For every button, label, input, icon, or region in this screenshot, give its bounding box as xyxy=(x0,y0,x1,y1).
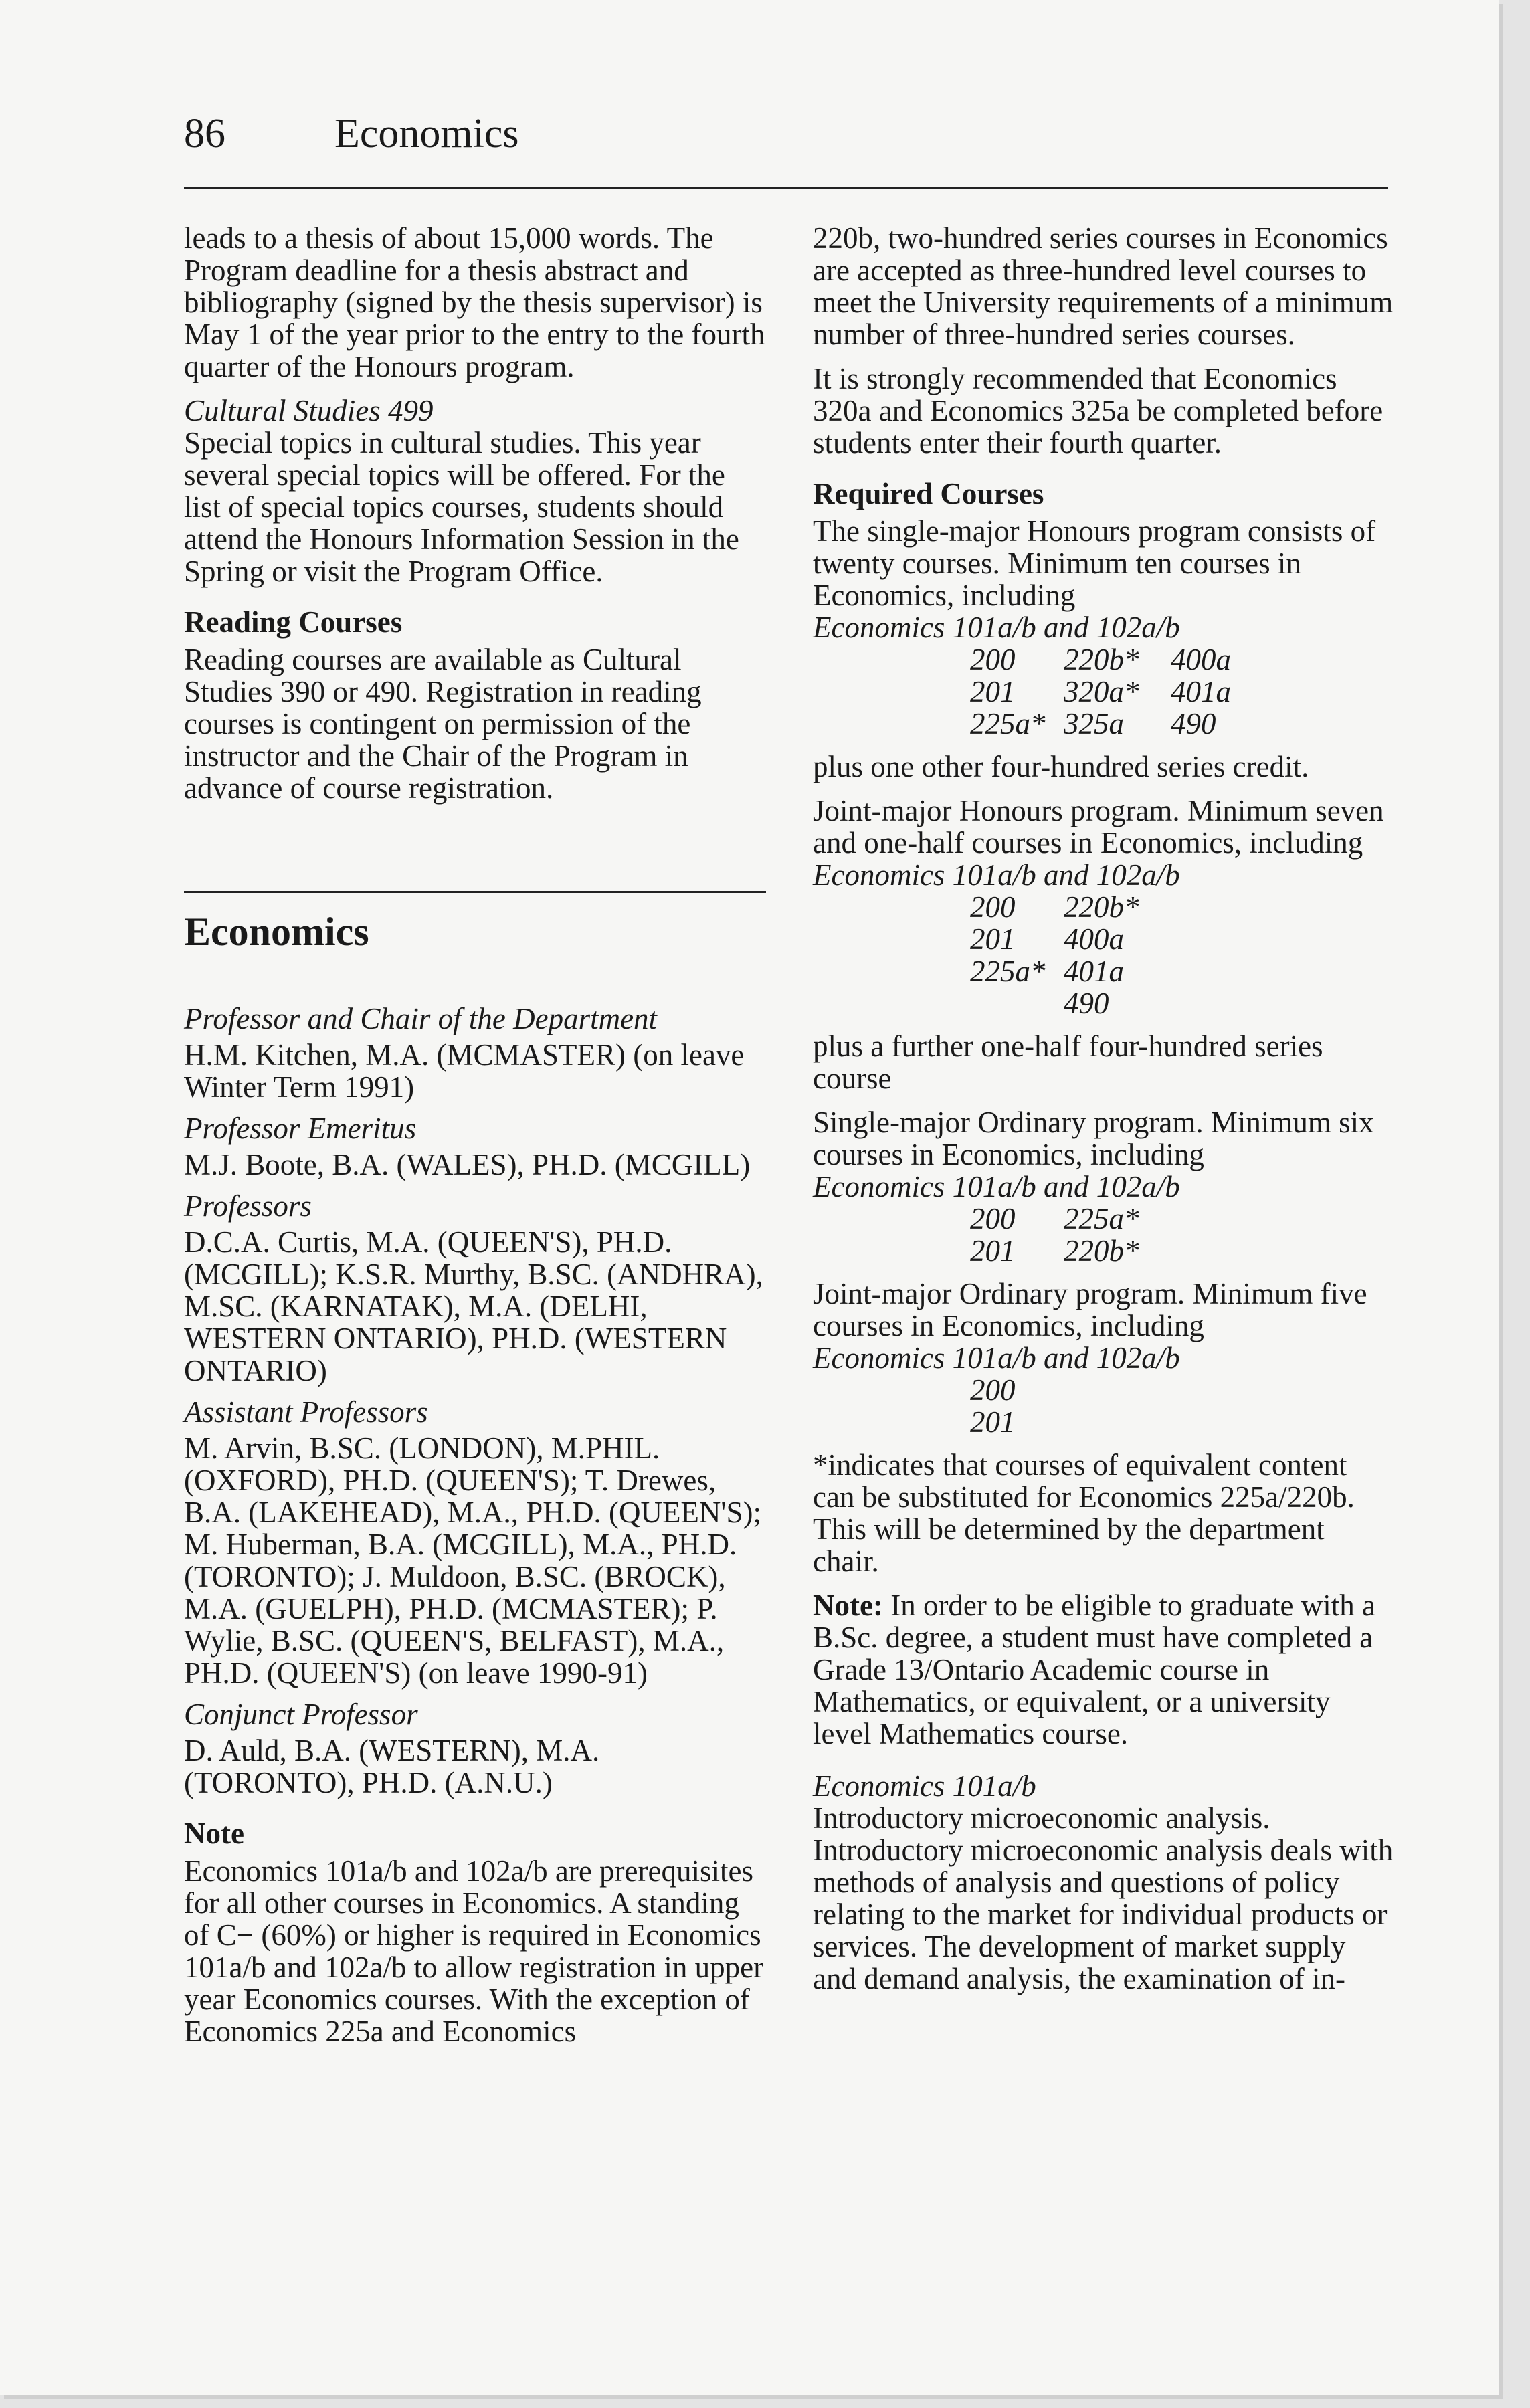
faculty-members: H.M. Kitchen, M.A. (MCMASTER) (on leave Winter Term 1991) xyxy=(184,1038,745,1104)
reading-courses-text: Reading courses are available as Cultural Studies 390 or 490. Registration in reading courses is contingent on permission of the instructor and the Chair of the Program in advance of course registration. xyxy=(184,643,702,805)
faculty-role: Professor Emeritus xyxy=(184,1112,417,1145)
course-code: 225a* xyxy=(970,707,1046,740)
course-code: 401a xyxy=(1171,675,1231,708)
two-hundred-paragraph: 220b, two-hundred series courses in Economics are accepted as three-hundred level courses to meet the University requirements of a minimum number of three-hundred series courses. xyxy=(813,221,1394,351)
faculty-role: Assistant Professors xyxy=(184,1395,428,1429)
course-table xyxy=(813,1203,1395,1267)
left-column xyxy=(184,222,766,2060)
course-code: 201 xyxy=(970,675,1016,708)
course-row xyxy=(813,891,1395,923)
thesis-paragraph: leads to a thesis of about 15,000 words. The Program deadline for a thesis abstract and bibliography (signed by the thesis supervisor) is May 1 of the year prior to the entry to the fourth quarter of the Honours program. xyxy=(184,221,765,383)
program-lead-courses: Economics 101a/b and 102a/b xyxy=(813,1170,1180,1203)
course-code: 220b* xyxy=(1064,890,1139,924)
course-row xyxy=(813,1406,1395,1438)
econ101-title: Economics 101a/b xyxy=(813,1769,1036,1803)
course-code: 320a* xyxy=(1064,675,1139,708)
cs499-title: Cultural Studies 499 xyxy=(184,394,434,427)
course-code xyxy=(970,987,1064,1019)
right-column xyxy=(813,222,1395,2007)
course-row xyxy=(813,923,1395,955)
course-code: 201 xyxy=(970,1234,1016,1268)
course-row xyxy=(813,987,1395,1019)
course-code: 400a xyxy=(1171,643,1231,676)
section-title: Economics xyxy=(184,910,369,954)
program-intro: Single-major Ordinary program. Minimum six courses in Economics, including xyxy=(813,1106,1374,1171)
course-row xyxy=(813,1235,1395,1267)
course-table xyxy=(813,1374,1395,1438)
course-code: 220b* xyxy=(1064,1234,1139,1268)
course-row xyxy=(813,708,1395,740)
course-table xyxy=(813,891,1395,1019)
bsc-note xyxy=(813,1589,1395,1750)
page-number: 86 xyxy=(184,111,225,157)
program-after: plus a further one-half four-hundred series course xyxy=(813,1029,1323,1095)
course-code: 200 xyxy=(970,890,1016,924)
program-lead-courses: Economics 101a/b and 102a/b xyxy=(813,1341,1180,1375)
program-intro: The single-major Honours program consists of twenty courses. Minimum ten courses in Economics, including xyxy=(813,514,1376,612)
course-code: 400a xyxy=(1064,922,1124,956)
cs499-description: Special topics in cultural studies. This year several special topics will be offered. For the list of special topics courses, students should attend the Honours Information Session in the Spring or visit the Program Office. xyxy=(184,426,739,588)
faculty-members: M.J. Boote, B.A. (WALES), PH.D. (MCGILL) xyxy=(184,1148,751,1181)
program-lead-courses: Economics 101a/b and 102a/b xyxy=(813,611,1180,644)
course-code: 401a xyxy=(1064,955,1124,988)
program-intro: Joint-major Honours program. Minimum seven and one-half courses in Economics, including xyxy=(813,794,1384,860)
asterisk-note: *indicates that courses of equivalent content can be substituted for Economics 225a/220b. This will be determined by the department chair. xyxy=(813,1448,1355,1578)
required-courses-heading: Required Courses xyxy=(813,477,1044,510)
econ101-description: Introductory microeconomic analysis. Introductory microeconomic analysis deals with methods of analysis and questions of policy relating to the market for individual products or services. The development of market supply and demand analysis, the examination of in- xyxy=(813,1801,1394,1995)
course-code: 201 xyxy=(970,1405,1016,1439)
faculty-role: Conjunct Professor xyxy=(184,1698,418,1731)
course-code: 200 xyxy=(970,1202,1016,1235)
bsc-note-label: Note: xyxy=(813,1589,883,1622)
header-rule xyxy=(184,187,1388,189)
program-after: plus one other four-hundred series credit. xyxy=(813,750,1309,783)
bsc-note-text: In order to be eligible to graduate with a B.Sc. degree, a student must have completed a Grade 13/Ontario Academic course in Mathematics, or equivalent, or a university level Mathematics course. xyxy=(813,1589,1375,1750)
course-code: 200 xyxy=(970,643,1016,676)
faculty-members: D.C.A. Curtis, M.A. (QUEEN'S), PH.D. (MCGILL); K.S.R. Murthy, B.SC. (ANDHRA), M.SC. (KARNATAK), M.A. (DELHI, WESTERN ONTARIO), PH.D. (WESTERN ONTARIO) xyxy=(184,1225,763,1387)
running-head-title: Economics xyxy=(334,111,519,157)
program-intro: Joint-major Ordinary program. Minimum five courses in Economics, including xyxy=(813,1277,1367,1342)
course-row xyxy=(813,1374,1395,1406)
course-table xyxy=(813,643,1395,740)
faculty-role: Professor and Chair of the Department xyxy=(184,1002,658,1035)
course-row xyxy=(813,676,1395,708)
course-code: 225a* xyxy=(970,955,1046,988)
faculty-members: D. Auld, B.A. (WESTERN), M.A. (TORONTO), PH.D. (A.N.U.) xyxy=(184,1734,600,1799)
course-row xyxy=(813,1203,1395,1235)
program-lead-courses: Economics 101a/b and 102a/b xyxy=(813,858,1180,892)
faculty-members: M. Arvin, B.SC. (LONDON), M.PHIL. (OXFORD), PH.D. (QUEEN'S); T. Drewes, B.A. (LAKEHEAD), M.A., PH.D. (QUEEN'S); M. Huberman, B.A. (MCGILL), M.A., PH.D. (TORONTO); J. Muldoon, B.SC. (BROCK), M.A. (GUELPH), PH.D. (MCMASTER); P. Wylie, B.SC. (QUEEN'S, BELFAST), M.A., PH.D. (QUEEN'S) (on leave 1990-91) xyxy=(184,1431,762,1690)
course-code: 200 xyxy=(970,1373,1016,1407)
course-code: 201 xyxy=(970,922,1016,956)
course-code: 220b* xyxy=(1064,643,1139,676)
running-head xyxy=(184,107,1388,161)
course-code: 325a xyxy=(1064,707,1124,740)
note-text: Economics 101a/b and 102a/b are prerequisites for all other courses in Economics. A standing of C− (60%) or higher is required in Economics 101a/b and 102a/b to allow registration in upper year Economics courses. With the exception of Economics 225a and Economics xyxy=(184,1854,764,2048)
faculty-role: Professors xyxy=(184,1189,312,1223)
note-heading: Note xyxy=(184,1817,244,1850)
faculty-list xyxy=(184,1003,766,1799)
course-code: 490 xyxy=(1171,707,1216,740)
course-row xyxy=(813,643,1395,676)
course-code: 490 xyxy=(1064,987,1109,1020)
recommendation-paragraph: It is strongly recommended that Economics 320a and Economics 325a be completed before students enter their fourth quarter. xyxy=(813,362,1383,460)
reading-courses-heading: Reading Courses xyxy=(184,605,403,639)
course-code: 225a* xyxy=(1064,1202,1139,1235)
course-row xyxy=(813,955,1395,987)
section-divider xyxy=(184,891,766,893)
